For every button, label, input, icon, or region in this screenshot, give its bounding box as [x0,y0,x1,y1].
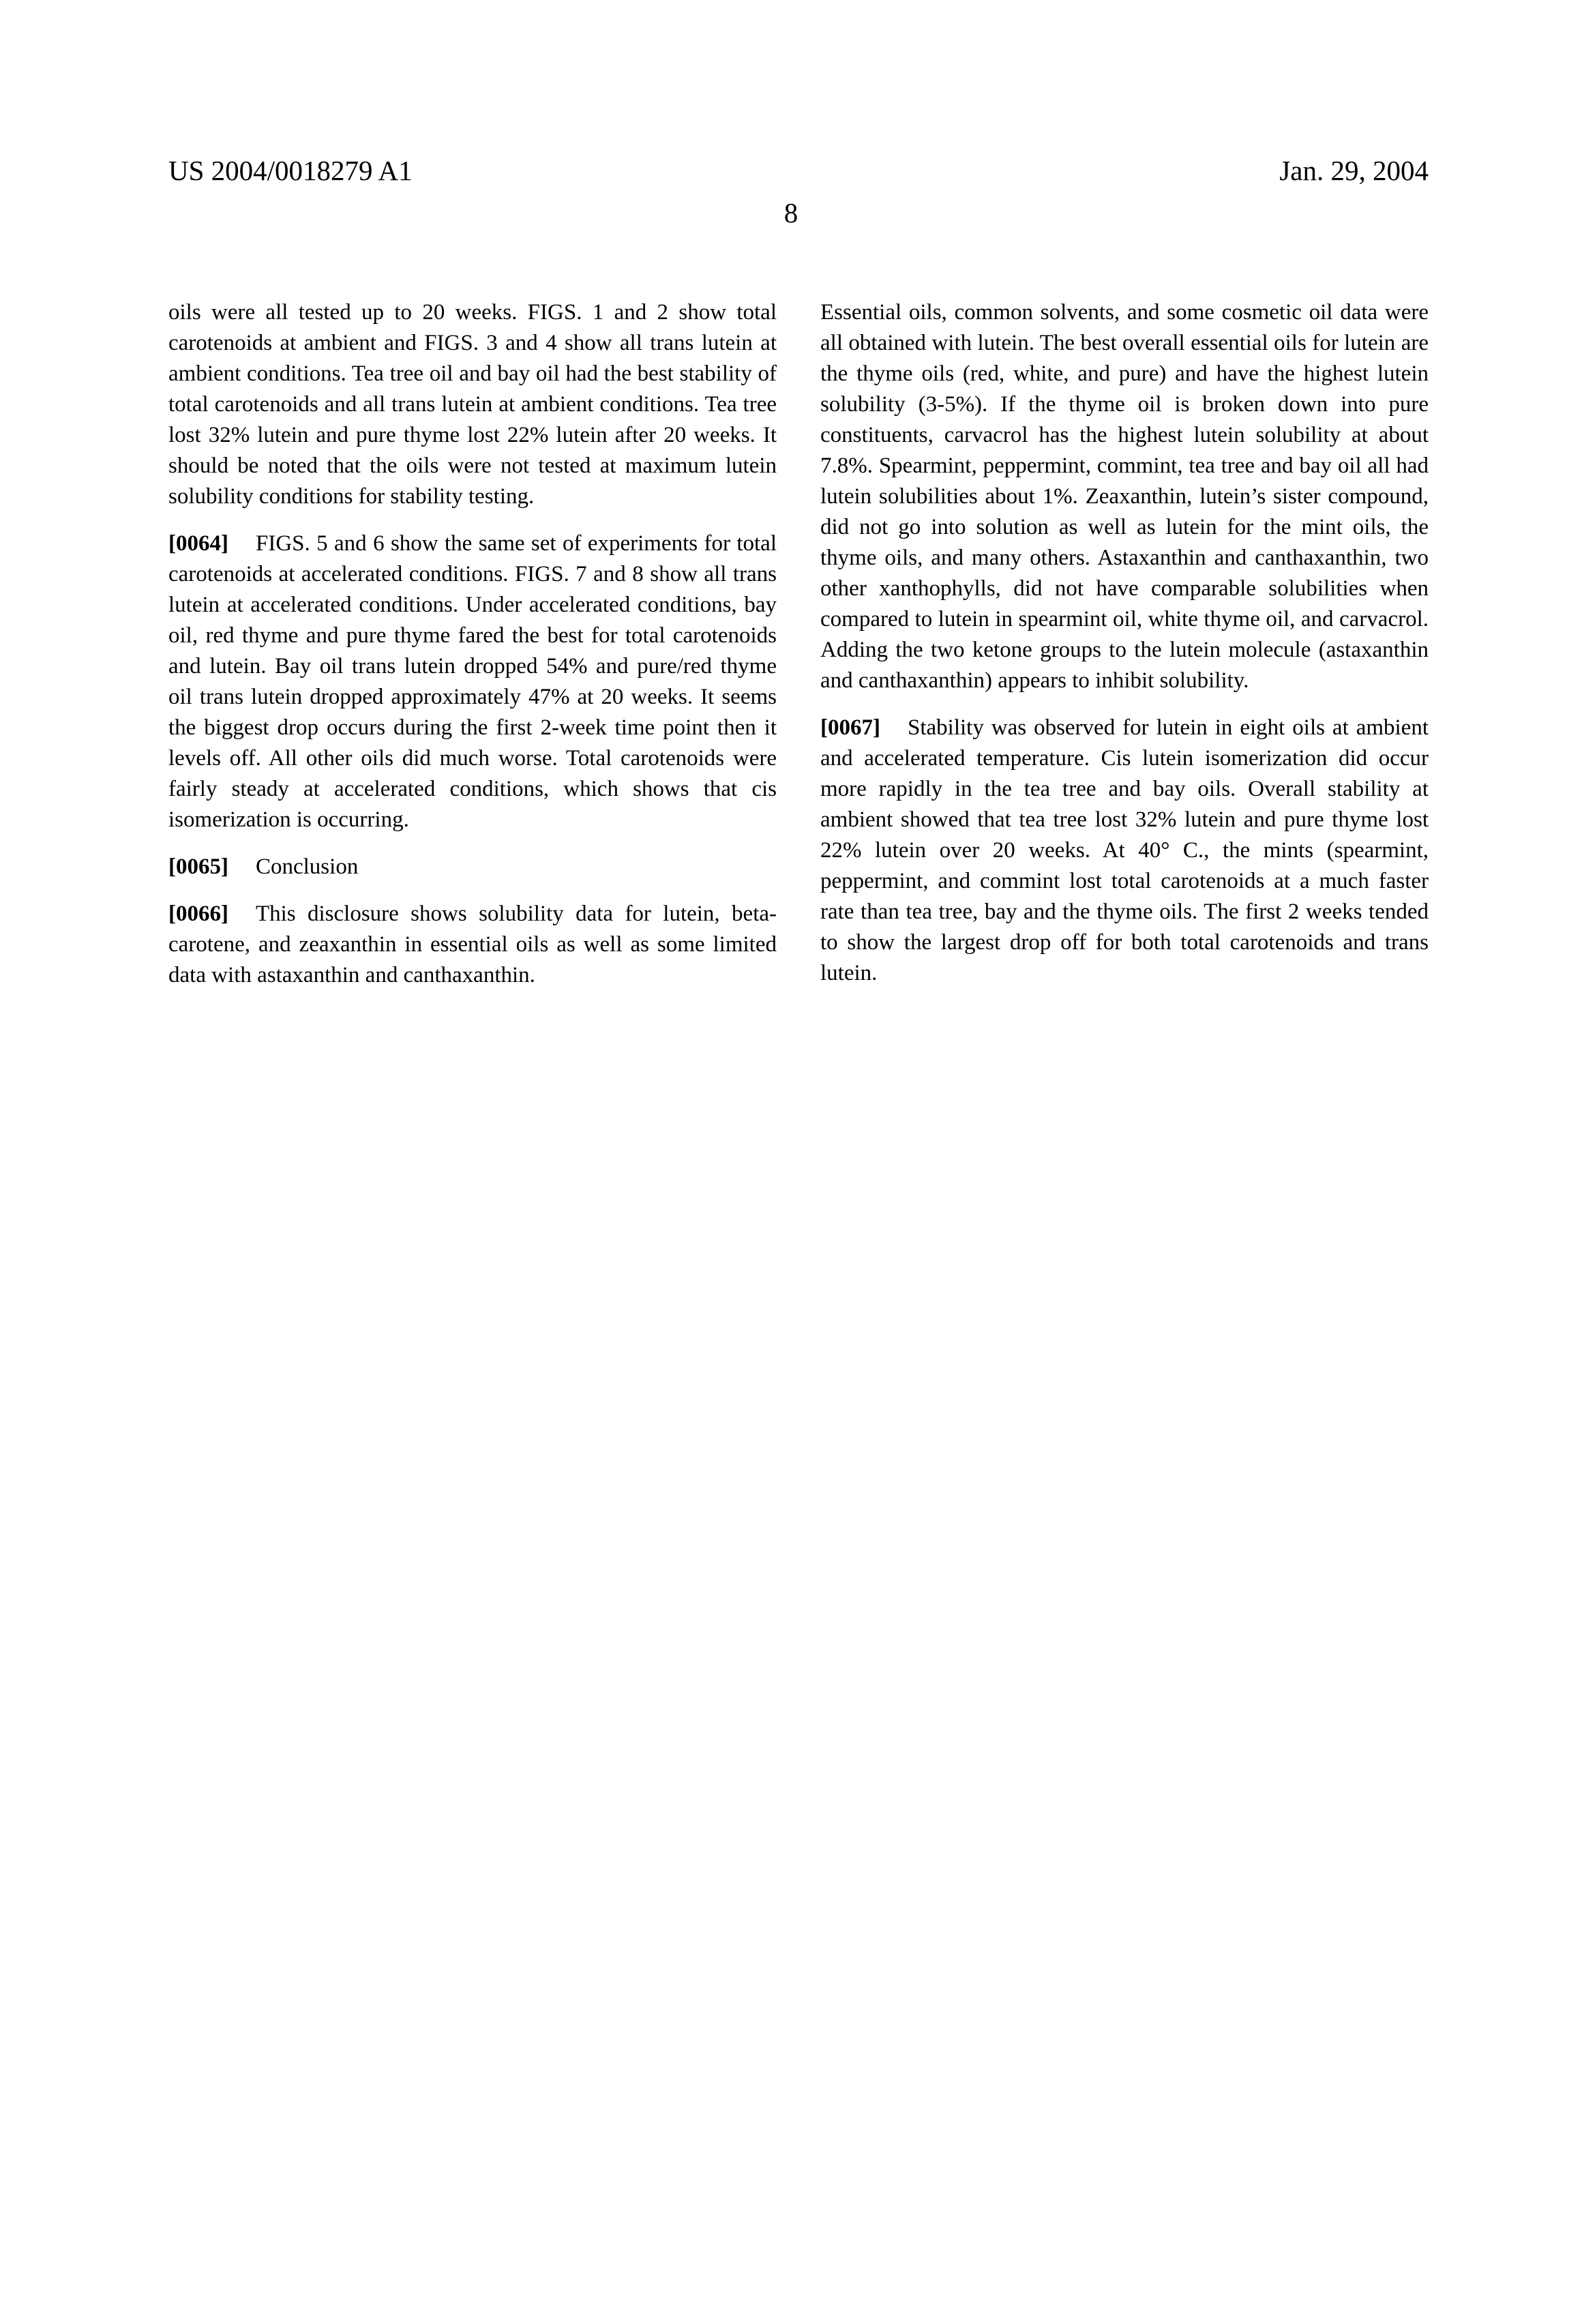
paragraph-text: This disclosure shows solubility data for lutein, beta-carotene, and zeaxanthin in essential oils as well as some limited data with astaxanthin and canthaxanthin. [168,902,777,987]
paragraph-text: Essential oils, common solvents, and some cosmetic oil data were all obtained with lutein. The best overall essential oils for lutein are the thyme oils (red, white, and pure) and have the highest lutein solubility (3-5%). If the thyme oil is broken down into pure constituents, carvacrol has the highest lutein solubility at about 7.8%. Spearmint, peppermint, commint, tea tree and bay oil all had lutein solubilities about 1%. Zeaxanthin, lutein’s sister compound, did not go into solution as well as lutein for the mint oils, the thyme oils, and many others. Astaxanthin and canthaxanthin, two other xanthophylls, did not have comparable solubilities when compared to lutein in spearmint oil, white thyme oil, and carvacrol. Adding the two ketone groups to the lutein molecule (astaxanthin and canthaxanthin) appears to inhibit solubility. [820,300,1429,693]
paragraph-text: oils were all tested up to 20 weeks. FIGS. 1 and 2 show total carotenoids at ambient and FIGS. 3 and 4 show all trans lutein at ambient conditions. Tea tree oil and bay oil had the best stability of total carotenoids and all trans lutein at ambient conditions. Tea tree lost 32% lutein and pure thyme lost 22% lutein after 20 weeks. It should be noted that the oils were not tested at maximum lutein solubility conditions for stability testing. [168,300,777,509]
paragraph-text: Conclusion [255,854,359,879]
paragraph-text: Stability was observed for lutein in eight oils at ambient and accelerated temperature. Cis lutein isomerization did occur more rapidly in the tea tree and bay oils. Overall stability at ambient showed that tea tree lost 32% lutein and pure thyme lost 22% lutein over 20 weeks. At 40° C., the mints (spearmint, peppermint, and commint lost total carotenoids at a much faster rate than tea tree, bay and the thyme oils. The first 2 weeks tended to show the largest drop off for both total carotenoids and trans lutein. [820,715,1429,985]
page-number: 8 [783,197,799,228]
paragraph-tag: [0067] [820,715,880,740]
paragraph [168,297,777,512]
paragraph-tag: [0066] [168,902,228,926]
paragraph [820,297,1429,696]
paragraph [820,713,1429,989]
text-columns [168,297,1429,991]
paragraph-tag: [0064] [168,531,228,556]
patent-number: US 2004/0018279 A1 [168,155,413,186]
paragraph [168,899,777,991]
paragraph-tag: [0065] [168,854,228,879]
right-column [820,297,1429,991]
paragraph [168,528,777,835]
page-header [168,155,1429,186]
publication-date: Jan. 29, 2004 [1279,155,1429,186]
paragraph [168,852,777,882]
paragraph-text: FIGS. 5 and 6 show the same set of experiments for total carotenoids at accelerated conditions. FIGS. 7 and 8 show all trans lutein at accelerated conditions. Under accelerated conditions, bay oil, red thyme and pure thyme fared the best for total carotenoids and lutein. Bay oil trans lutein dropped 54% and pure/red thyme oil trans lutein dropped approximately 47% at 20 weeks. It seems the biggest drop occurs during the first 2-week time point then it levels off. All other oils did much worse. Total carotenoids were fairly steady at accelerated conditions, which shows that cis isomerization is occurring. [168,531,777,832]
left-column [168,297,777,991]
